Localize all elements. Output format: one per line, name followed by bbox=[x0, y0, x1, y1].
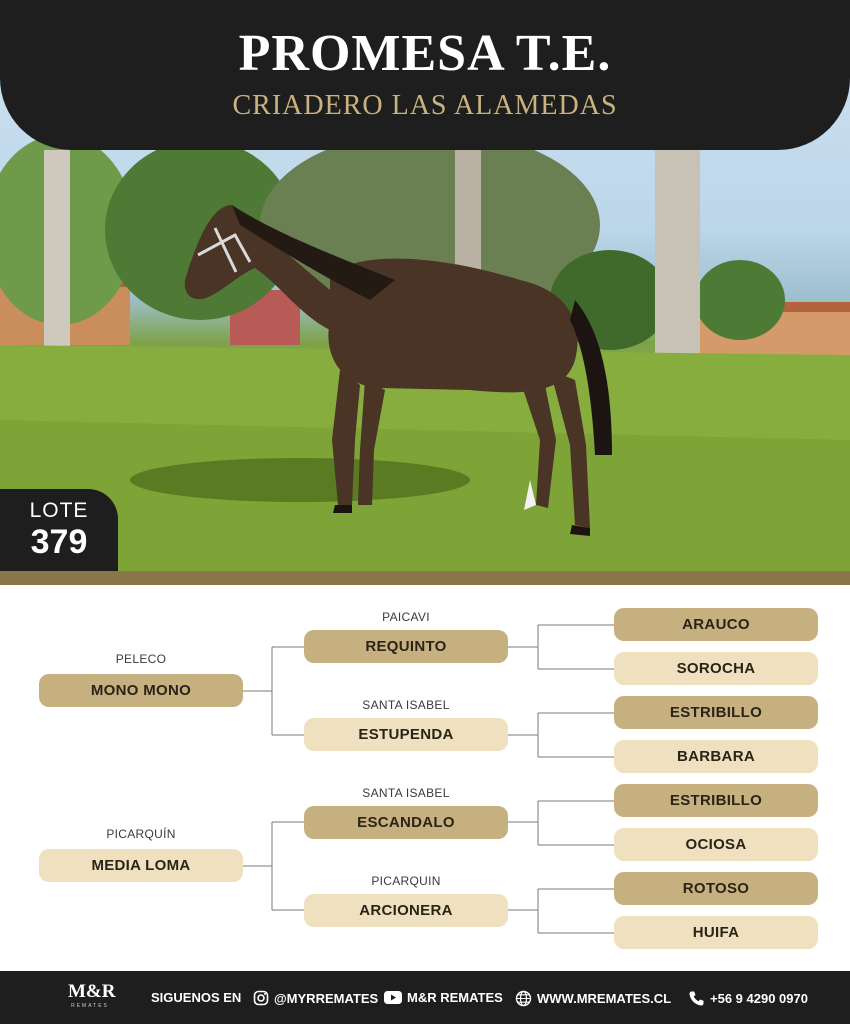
sire-sire-name: REQUINTO bbox=[304, 630, 508, 663]
dam-name: MEDIA LOMA bbox=[39, 849, 243, 882]
footer-bar bbox=[0, 971, 850, 1024]
website-link[interactable] bbox=[515, 990, 671, 1007]
great-grandparent-name: ESTRIBILLO bbox=[614, 784, 818, 817]
sire-dam-breeder: SANTA ISABEL bbox=[362, 698, 450, 712]
great-grandparent-name: BARBARA bbox=[614, 740, 818, 773]
youtube-link[interactable] bbox=[384, 990, 503, 1005]
sire-name: MONO MONO bbox=[39, 674, 243, 707]
great-grandparent-name: ESTRIBILLO bbox=[614, 696, 818, 729]
breeder-subtitle: CRIADERO LAS ALAMEDAS bbox=[232, 90, 618, 121]
instagram-icon bbox=[253, 990, 269, 1006]
follow-label: SIGUENOS EN bbox=[151, 990, 242, 1005]
divider-bar bbox=[0, 571, 850, 585]
pedigree-chart bbox=[0, 585, 850, 971]
phone-number: +56 9 4290 0970 bbox=[710, 991, 808, 1006]
dam-dam-breeder: PICARQUIN bbox=[371, 874, 441, 888]
phone-icon bbox=[688, 990, 705, 1007]
lot-label: LOTE bbox=[29, 499, 89, 522]
instagram-handle: @MYRREMATES bbox=[274, 990, 379, 1006]
phone-link[interactable] bbox=[688, 990, 808, 1007]
title-banner bbox=[0, 0, 850, 150]
instagram-link[interactable] bbox=[253, 990, 378, 1006]
dam-breeder: PICARQUÍN bbox=[106, 827, 176, 841]
great-grandparent-name: HUIFA bbox=[614, 916, 818, 949]
great-grandparent-name: OCIOSA bbox=[614, 828, 818, 861]
lot-badge bbox=[0, 489, 118, 571]
youtube-icon bbox=[384, 991, 402, 1004]
globe-icon bbox=[515, 990, 532, 1007]
sire-sire-breeder: PAICAVI bbox=[382, 610, 430, 624]
sire-breeder: PELECO bbox=[115, 652, 167, 666]
horse-name-title: PROMESA T.E. bbox=[238, 25, 612, 82]
great-grandparent-name: SOROCHA bbox=[614, 652, 818, 685]
logo-subtext: REMATES bbox=[71, 1003, 109, 1009]
sire-dam-name: ESTUPENDA bbox=[304, 718, 508, 751]
dam-sire-name: ESCANDALO bbox=[304, 806, 508, 839]
great-grandparent-name: ROTOSO bbox=[614, 872, 818, 905]
website-url: WWW.MREMATES.CL bbox=[537, 991, 672, 1006]
brand-logo bbox=[68, 981, 116, 1015]
dam-dam-name: ARCIONERA bbox=[304, 894, 508, 927]
dam-sire-breeder: SANTA ISABEL bbox=[362, 786, 450, 800]
great-grandparent-name: ARAUCO bbox=[614, 608, 818, 641]
youtube-channel: M&R REMATES bbox=[407, 990, 503, 1005]
lot-number: 379 bbox=[30, 523, 88, 561]
logo-mark: M&R bbox=[68, 981, 116, 1002]
